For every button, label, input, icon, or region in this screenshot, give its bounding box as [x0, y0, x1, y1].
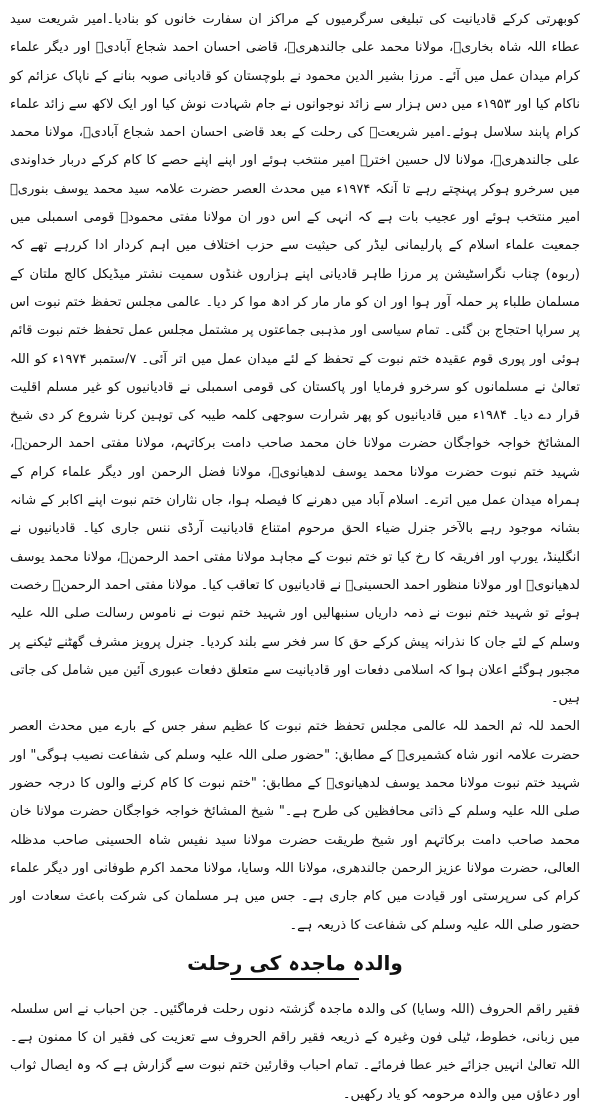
heading-underline: [231, 978, 359, 980]
body-paragraph-2: الحمد للہ ثم الحمد للہ عالمی مجلس تحفظ ختم نبوت کا عظیم سفر جس کے بارے میں محدث العصر حضرت علامہ انور شاہ کشمیریؒ کے مطابق: "حضور صلی اللہ علیہ وسلم کی شفاعت نصیب ہوگی" اور شہید ختم نبوت مولانا محمد یوسف لدھیانویؒ کے مطابق: "ختم نبوت کا کام کرنے والوں کا درجہ حضور صلی اللہ علیہ وسلم کے ذاتی محافظین کی طرح ہے۔" شیخ المشائخ خواجہ خواجگان حضرت مولانا خان محمد صاحب دامت برکاتہم اور شیخ طریقت حضرت مولانا سید نفیس شاہ الحسینی صاحب مدظلہ العالی، حضرت مولانا عزیز الرحمن جالندھری، مولانا اللہ وسایا، مولانا محمد اکرم طوفانی اور دیگر علماء کرام کی سرپرستی اور قیادت میں کام جاری ہے۔ جس میں ہر مسلمان کی شرکت باعث سعادت اور حضور صلی اللہ علیہ وسلم کی شفاعت کا ذریعہ ہے۔: [10, 719, 580, 933]
body-paragraph-1: کوبھرتی کرکے قادیانیت کی تبلیغی سرگرمیوں کے مراکز ان سفارت خانوں کو بنادیا۔امیر شریعت سید عطاء اللہ شاہ بخاریؒ، مولانا محمد علی جالندھریؒ، قاضی احسان احمد شجاع آبادیؒ اور دیگر علماء کرام میدان عمل میں آئے۔ مرزا بشیر الدین محمود نے بلوچستان کو قادیانی صوبہ بنانے کے ناپاک عزائم کو ناکام کیا اور ۱۹۵۳ء میں دس ہزار سے زائد نوجوانوں نے جام شہادت نوش کیا اور ایک لاکھ سے زائد علماء کرام پابند سلاسل ہوئے۔امیر شریعتؒ کی رحلت کے بعد قاضی احسان احمد شجاع آبادیؒ، مولانا محمد علی جالندھریؒ، مولانا لال حسین اخترؒ امیر منتخب ہوئے اور اپنے اپنے حصے کا کام کرکے دربار خداوندی میں سرخرو ہوکر پہنچتے رہے تا آنکہ ۱۹۷۴ء میں محدث العصر حضرت علامہ سید محمد یوسف بنوریؒ امیر منتخب ہوئے اور عجیب بات ہے کہ انہی کے اس دور ان مولانا مفتی محمودؒ قومی اسمبلی میں جمعیت علماء اسلام کے پارلیمانی لیڈر کی حیثیت سے حزب اختلاف میں اہم کردار ادا کررہے تھے کہ (ربوہ) چناب نگراسٹیشن پر مرزا طاہر قادیانی اپنے ہزاروں غنڈوں سمیت نشتر میڈیکل کالج ملتان کے مسلمان طلباء پر حملہ آور ہوا اور ان کو مار مار کر ادھ موا کر دیا۔ عالمی مجلس تحفظ ختم نبوت اس پر سراپا احتجاج بن گئی۔ تمام سیاسی اور مذہبی جماعتوں پر مشتمل مجلس عمل تحفظ ختم نبوت قائم ہوئی اور پوری قوم عقیدہ ختم نبوت کے تحفظ کے لئے میدان عمل میں اتر آئی۔ ۷/ستمبر ۱۹۷۴ء کو اللہ تعالیٰ نے مسلمانوں کو سرخرو فرمایا اور پاکستان کی قومی اسمبلی نے قادیانیوں کو غیر مسلم اقلیت قرار دے دیا۔ ۱۹۸۴ء میں قادیانیوں کو پھر شرارت سوجھی کلمہ طیبہ کی توہین کرنا شروع کر دی شیخ المشائخ خواجہ خواجگان حضرت مولانا خان محمد صاحب دامت برکاتہم، مولانا مفتی احمد الرحمنؒ، شہید ختم نبوت حضرت مولانا محمد یوسف لدھیانویؒ، مولانا فضل الرحمن اور دیگر علماء کرام کے ہمراہ میدان عمل میں اترے۔ اسلام آباد میں دھرنے کا فیصلہ ہوا، جاں نثاران ختم نبوت اپنے اکابر کے شانہ بشانہ موجود رہے بالآخر جنرل ضیاء الحق مرحوم امتناع قادیانیت آرڈی ننس جاری کیا۔ قادیانیوں نے انگلینڈ، یورپ اور افریقہ کا رخ کیا تو ختم نبوت کے مجاہد مولانا مفتی احمد الرحمنؒ، مولانا محمد یوسف لدھیانویؒ اور مولانا منظور احمد الحسینیؒ نے قادیانیوں کا تعاقب کیا۔ مولانا مفتی احمد الرحمنؒ رخصت ہوئے تو شہید ختم نبوت نے ذمہ داریاں سنبھالیں اور شہید ختم نبوت نے ناموس رسالت صلی اللہ علیہ وسلم کے لئے جان کا نذرانہ پیش کرکے حق کا سر فخر سے بلند کردیا۔ جنرل پرویز مشرف گھٹنے ٹیکنے پر مجبور ہوگئے اعلان ہوا کہ اسلامی دفعات اور قادیانیت سے متعلق دفعات عبوری آئین میں شامل کی جاتی ہیں۔: [10, 12, 580, 707]
document-page: [10, 6, 580, 1109]
section-heading-wrap: [10, 950, 580, 984]
section-heading: والدہ ماجدہ کی رحلت: [187, 950, 403, 975]
section-paragraph: فقیر راقم الحروف (اللہ وسایا) کی والدہ ماجدہ گزشتہ دنوں رحلت فرماگئیں۔ جن احباب نے اس سلسلہ میں زبانی، خطوط، ٹیلی فون وغیرہ کے ذریعہ فقیر راقم الحروف سے تعزیت کی فقیر ان کا ممنون ہے۔ اللہ تعالیٰ انہیں جزائے خیر عطا فرمائے۔ تمام احباب وقارئین ختم نبوت سے گزارش ہے کہ وہ ایصال ثواب اور دعاؤں میں والدہ مرحومہ کو یاد رکھیں۔: [10, 1001, 580, 1102]
